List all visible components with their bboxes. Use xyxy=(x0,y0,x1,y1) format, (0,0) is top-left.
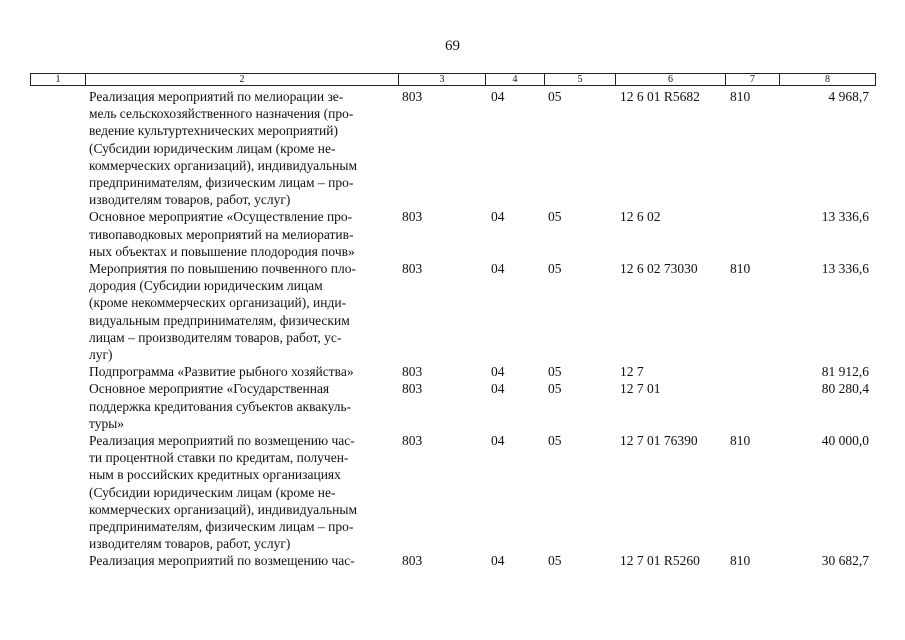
row-amount: 13 336,6 xyxy=(821,209,869,225)
row-subsection: 05 xyxy=(548,89,562,104)
row-section: 04 xyxy=(491,209,505,225)
row-subsection: 05 xyxy=(548,553,562,569)
row-target-article: 12 7 xyxy=(620,364,644,380)
header-col-1: 1 xyxy=(55,74,61,85)
row-amount: 13 336,6 xyxy=(821,261,869,277)
row-subsection: 05 xyxy=(548,261,562,277)
row-amount: 4 968,7 xyxy=(828,89,869,104)
row-ministry-code: 803 xyxy=(402,553,423,569)
header-col-3: 3 xyxy=(398,74,485,86)
row-target-article: 12 6 02 73030 xyxy=(620,261,698,277)
row-section: 04 xyxy=(491,433,505,449)
page-number: 69 xyxy=(445,38,460,54)
row-section: 04 xyxy=(491,381,505,397)
row-subsection: 05 xyxy=(548,433,562,449)
table-row xyxy=(0,432,905,552)
row-ministry-code: 803 xyxy=(402,89,423,104)
row-name: Основное мероприятие «Осуществление про- тивопаводковых мероприятий на мелиоратив- ных объектах и повышение плодородия почв» xyxy=(89,209,355,259)
row-ministry-code: 803 xyxy=(402,209,423,225)
row-subsection: 05 xyxy=(548,364,562,380)
row-subsection: 05 xyxy=(548,209,562,225)
row-ministry-code: 803 xyxy=(402,261,423,277)
row-ministry-code: 803 xyxy=(402,381,423,397)
table-row xyxy=(0,208,905,260)
header-col-8: 8 xyxy=(779,74,875,86)
table-row xyxy=(0,88,905,208)
table-row xyxy=(0,363,905,380)
row-amount: 81 912,6 xyxy=(821,364,869,380)
table-row xyxy=(0,552,905,569)
row-name: Реализация мероприятий по мелиорации зе- мель сельскохозяйственного назначения (про- ведение культуртехнических мероприятий) (Субсидии юридическим лицам (кроме не- коммерческих организаций), индивидуальным предпринимателям, физическим лицам – про- изводителям товаров, работ, услуг) xyxy=(89,89,358,208)
table-row xyxy=(0,380,905,432)
row-target-article: 12 7 01 R5260 xyxy=(620,553,700,569)
row-amount: 80 280,4 xyxy=(821,381,869,397)
row-name: Подпрограмма «Развитие рыбного хозяйства» xyxy=(89,364,354,380)
row-subsection: 05 xyxy=(548,381,562,397)
row-target-article: 12 7 01 xyxy=(620,381,661,397)
row-amount: 40 000,0 xyxy=(821,433,869,449)
row-section: 04 xyxy=(491,553,505,569)
row-expense-type: 810 xyxy=(730,261,751,277)
table-body xyxy=(0,88,905,570)
row-ministry-code: 803 xyxy=(402,364,423,380)
header-col-6: 6 xyxy=(615,74,725,86)
header-col-4: 4 xyxy=(485,74,544,86)
row-amount: 30 682,7 xyxy=(821,553,869,569)
row-name: Реализация мероприятий по возмещению час- xyxy=(89,553,355,569)
table-header-row xyxy=(30,73,876,86)
header-col-5: 5 xyxy=(544,74,615,86)
row-section: 04 xyxy=(491,261,505,277)
row-target-article: 12 6 02 xyxy=(620,209,661,225)
row-ministry-code: 803 xyxy=(402,433,423,449)
row-name: Мероприятия по повышению почвенного пло- дородия (Субсидии юридическим лицам (кроме некоммерческих организаций), инди- видуальным предпринимателям, физическим лицам – производителям товаров, работ, ус- луг) xyxy=(89,261,356,363)
row-expense-type: 810 xyxy=(730,89,751,104)
row-expense-type: 810 xyxy=(730,553,751,569)
row-name: Реализация мероприятий по возмещению час- ти процентной ставки по кредитам, получен- ным в российских кредитных организациях (Субсидии юридическим лицам (кроме не- коммерческих организаций), индивидуальным предпринимателям, физическим лицам – про- изводителям товаров, работ, услуг) xyxy=(89,433,358,552)
table-row xyxy=(0,260,905,363)
row-section: 04 xyxy=(491,364,505,380)
row-target-article: 12 6 01 R5682 xyxy=(620,89,700,104)
row-target-article: 12 7 01 76390 xyxy=(620,433,698,449)
row-expense-type: 810 xyxy=(730,433,751,449)
header-col-2: 2 xyxy=(85,74,398,86)
row-section: 04 xyxy=(491,89,505,104)
header-col-7: 7 xyxy=(725,74,779,86)
row-name: Основное мероприятие «Государственная поддержка кредитования субъектов аквакуль- туры» xyxy=(89,381,352,431)
